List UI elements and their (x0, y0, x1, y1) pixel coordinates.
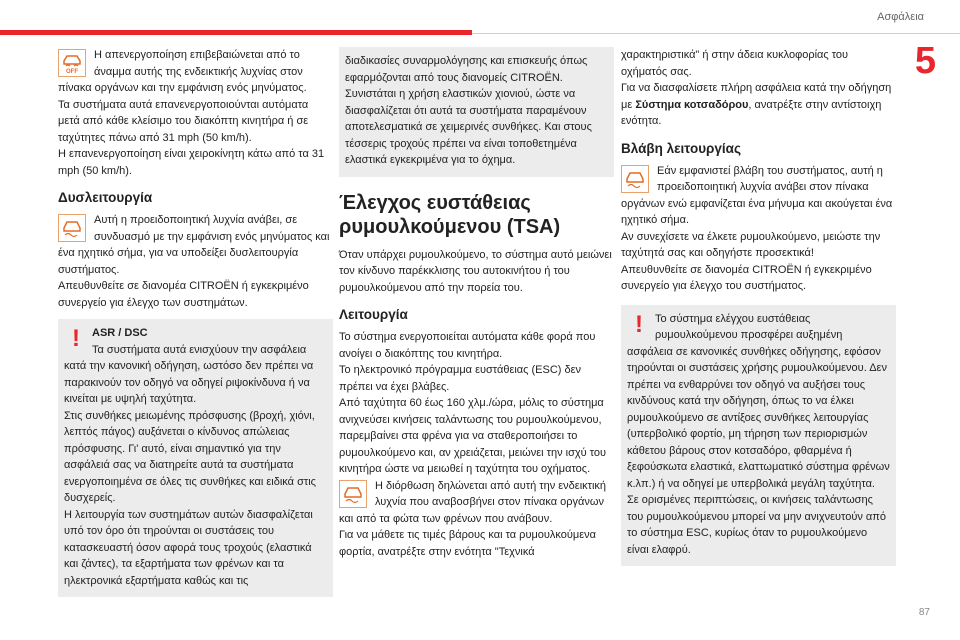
page-number: 87 (918, 607, 930, 618)
esc-off-icon (58, 49, 86, 77)
paragraph-fault-1: Εάν εμφανιστεί βλάβη του συστήματος, αυτή η προειδοποιητική λυχνία ανάβει στον πίνακα οργάνων ενώ εμφανίζεται ένα μήνυμα και ακούγεται ένα ηχητικό σήμα. (621, 164, 893, 226)
warning-paragraph-1: Τα συστήματα αυτά ενισχύουν την ασφάλεια κατά την κανονική οδήγηση, ωστόσο δεν πρέπει να παρακινούν τον οδηγό να οδηγεί ριψοκίνδυνα ή να κινείται με υψηλή ταχύτητα. (64, 343, 314, 405)
warning-exclamation-icon: ! (635, 310, 643, 338)
paragraph-right-2: Για να διασφαλίσετε πλήρη ασφάλεια κατά την οδήγηση με Σύστημα κοτσαδόρου, ανατρέξτε στην αντίστοιχη ενότητα. (621, 82, 892, 127)
paragraph-function-4: Η διόρθωση δηλώνεται από αυτή την ενδεικτική λυχνία που αναβοσβήνει στον πίνακα οργάνων και από τα φώτα των φρένων που ανάβουν. (339, 479, 607, 525)
warning-exclamation-icon: ! (72, 325, 80, 352)
warning-box-asr-dsc (58, 319, 333, 597)
tsa-fault-icon (621, 165, 649, 193)
heading-function: Λειτουργία (339, 307, 408, 322)
paragraph-intro-1: OFF Η απενεργοποίηση επιβεβαιώνεται από το άναμμα αυτής της ενδεικτικής λυχνίας στον πίνακα οργάνων και την εμφάνιση ενός μηνύματος. (58, 49, 307, 94)
heading-tsa: Έλεγχος ευστάθειας ρυμουλκούμενου (TSA) (339, 191, 561, 238)
section-title: Ασφάλεια (877, 11, 924, 23)
warning-box-continued (339, 47, 614, 177)
paragraph-function-5: Για να μάθετε τις τιμές βάρους και τα ρυμουλκούμενα φορτία, ανατρέξτε στην ενότητα "Τεχνικά (339, 529, 597, 558)
header-red-bar (0, 30, 472, 35)
warning-title: ASR / DSC (92, 327, 148, 339)
warning-continued-text: διαδικασίες συναρμολόγησης και επισκευής όπως εφαρμόζονται από τους διανομείς CITROËN. Συνιστάται η χρήση ελαστικών χιονιού, ώστε να διασφαλίζεται ότι αυτά τα συστήματα παραμένουν αποτελεσματικά σε χειμερινές συνθήκες. Και στους τέσσερις τροχούς πρέπει να είναι τοποθετημένα ελαστικά εγκεκριμένα για το όχημα. (345, 55, 592, 166)
towbar-reference: Σύστημα κοτσαδόρου (635, 98, 749, 111)
paragraph-intro-2: Τα συστήματα αυτά επανενεργοποιούνται αυτόματα μετά από κάθε κλείσιμο του διακόπτη κινητήρα ή σε ταχύτητες πάνω από 31 mph (50 km/h). (58, 98, 309, 144)
paragraph-malfunction-1: Αυτή η προειδοποιητική λυχνία ανάβει, σε συνδυασμό με την εμφάνιση ενός μηνύματος και ένα ηχητικό σήμα, για να υποδείξει δυσλειτουργία συστήματος. (58, 214, 330, 276)
warning-box-tsa (621, 305, 896, 567)
tsa-flash-icon (339, 480, 367, 508)
column-middle (339, 47, 614, 560)
column-right (621, 47, 896, 566)
paragraph-function-2: Το ηλεκτρονικό πρόγραμμα ευστάθειας (ESC) δεν πρέπει να έχει βλάβες. (339, 364, 582, 393)
esc-skid-icon (58, 214, 86, 242)
warning-tsa-paragraph-1: Το σύστημα ελέγχου ευστάθειας ρυμουλκούμενου προσφέρει αυξημένη ασφάλεια σε κανονικές συνθήκες οδήγησης, εφόσον τηρούνται οι συστάσεις χρήσης ρυμουλκούμενου. Δεν πρέπει να ενθαρρύνει τον οδηγό να αυξήσει τους κινδύνους κατά την οδήγηση, όπως το να έλκει ρυμουλκούμενο σε αντίξοες συνθήκες λειτουργίας (υπερβολικό φορτίο, μη τήρηση των περιορισμών κάθετου βάρους στον κοτσαδόρο, φθαρμένα ή ξεφούσκωτα ελαστικά, ελαττωματικό σύστημα φρένων κ.λπ.) ή να οδηγεί με υπερβολικά μεγάλη ταχύτητα. (627, 312, 890, 490)
chapter-number: 5 (914, 40, 936, 82)
paragraph-tsa-intro: Όταν υπάρχει ρυμουλκούμενο, το σύστημα αυτό μειώνει τον κίνδυνο παρέκκλισης του αυτοκινήτου ή του ρυμουλκούμενου από την πορεία του. (339, 248, 612, 294)
heading-fault: Βλάβη λειτουργίας (621, 140, 741, 156)
warning-paragraph-3: Η λειτουργία των συστημάτων αυτών διασφαλίζεται υπό τον όρο ότι τηρούνται οι συστάσεις του κατασκευαστή όσον αφορά τους τροχούς (ελαστικά και ζάντες), τα εξαρτήματα των φρένων και τα ηλεκτρονικά εξαρτήματα καθώς και τις (64, 508, 313, 587)
paragraph-fault-2: Αν συνεχίσετε να έλκετε ρυμουλκούμενο, μειώστε την ταχύτητά σας και οδηγήστε προσεκτικά! (621, 230, 881, 259)
warning-tsa-paragraph-2: Σε ορισμένες περιπτώσεις, οι κινήσεις ταλάντωσης του ρυμουλκούμενου μπορεί να μην ανιχνευτούν από το σύστημα ESC, κυρίως όταν το ρυμουλκούμενο είναι ελαφρύ. (627, 494, 886, 556)
paragraph-right-1: χαρακτηριστικά" ή στην άδεια κυκλοφορίας του οχήματός σας. (621, 49, 849, 78)
warning-paragraph-2: Στις συνθήκες μειωμένης πρόσφυσης (βροχή, χιόνι, λεπτός πάγος) αυξάνεται ο κίνδυνος απώλειας πρόσφυσης. Γι' αυτό, είναι σημαντικό για την ασφάλειά σας να διατηρείτε αυτά τα συστήματα ενεργοποιημένα σε όλες τις συνθήκες και ειδικά στις δυσχερείς. (64, 409, 316, 504)
column-left (58, 47, 333, 597)
paragraph-malfunction-2: Απευθυνθείτε σε διανομέα CITROËN ή εγκεκριμένο συνεργείο για έλεγχο των συστημάτων. (58, 280, 309, 309)
paragraph-intro-3: Η επανενεργοποίηση είναι χειροκίνητη κάτω από τα 31 mph (50 km/h). (58, 148, 325, 177)
paragraph-fault-3: Απευθυνθείτε σε διανομέα CITROËN ή εγκεκριμένο συνεργείο για έλεγχο του συστήματος. (621, 263, 872, 292)
paragraph-function-3: Από ταχύτητα 60 έως 160 χλμ./ώρα, μόλις το σύστημα ανιχνεύσει κινήσεις ταλάντωσης του ρυμουλκούμενου, παρεμβαίνει στα φρένα για να σταθεροποιήσει το ρυμουλκούμενο και, αν χρειάζεται, μειώνει την ισχύ του κινητήρα ώστε να μειωθεί η ταχύτητα του οχήματος. (339, 397, 607, 475)
paragraph-function-1: Το σύστημα ενεργοποιείται αυτόματα κάθε φορά που ανοίγει ο διακόπτης του κινητήρα. (339, 331, 596, 360)
off-label: OFF (66, 69, 78, 75)
header-grey-rule (472, 33, 960, 34)
heading-malfunction: Δυσλειτουργία (58, 190, 153, 205)
